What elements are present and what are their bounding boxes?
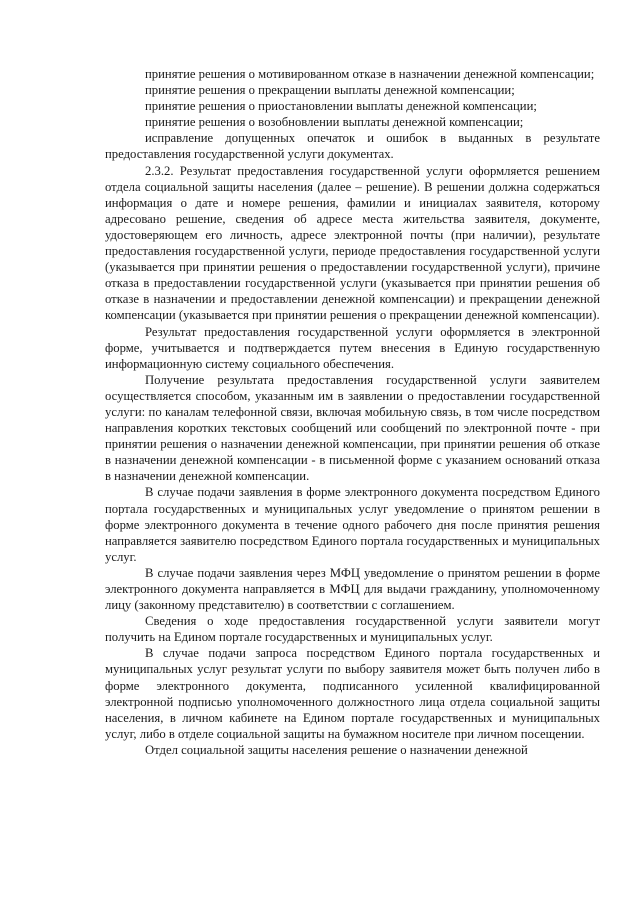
- paragraph-error-correction: исправление допущенных опечаток и ошибок в выданных в результате предоставления государственной услуги документах.: [105, 131, 600, 162]
- paragraph-termination-decision: принятие решения о прекращении выплаты денежной компенсации;: [145, 83, 515, 98]
- paragraph-progress-info: Сведения о ходе предоставления государственной услуги заявители могут получить на Едином портале государственных и муниципальных услуг.: [105, 614, 600, 645]
- paragraph-electronic-form: Результат предоставления государственной услуги оформляется в электронной форме, учитывается и подтверждается путем внесения в Единую государственную информационную систему социального обеспечения.: [105, 324, 600, 371]
- paragraph-section-2-3-2: 2.3.2. Результат предоставления государственной услуги оформляется решением отдела социальной защиты населения (далее – решение). В решении должна содержаться информация о дате и номере решения, фамилии и инициалах заявителя, которому адресовано решение, сведения об адресе места жительства заявителя, документе, удостоверяющем его личность, адресе электронной почты (при наличии), результате предоставления государственной услуги, периоде предоставления государственной услуги (указывается при принятии решения о предоставлении государственной услуги), причине отказа в предоставлении государственной услуги (указывается при принятии решения об отказе в назначении и предоставлении денежной компенсации) и прекращении денежной компенсации (указывается при принятии решения о прекращении денежной компенсации).: [105, 163, 600, 323]
- paragraph-denial-decision: принятие решения о мотивированном отказе в назначении денежной компенсации;: [145, 67, 595, 81]
- paragraph-portal-notification: В случае подачи заявления в форме электронного документа посредством Единого портала государственных и муниципальных услуг уведомление о принятом решении в форме электронного документа в течение одного рабочего дня после принятия решения направляется заявителю посредством Единого портала государственных и муниципальных услуг.: [105, 485, 600, 564]
- paragraph-mfc-notification: В случае подачи заявления через МФЦ уведомление о принятом решении в форме электронного документа направляется в МФЦ для выдачи гражданину, уполномоченному лицу (законному представителю) в соответствии с соглашением.: [105, 565, 600, 613]
- document-page: [105, 66, 600, 758]
- paragraph-department-decision: Отдел социальной защиты населения решение о назначении денежной: [145, 742, 528, 757]
- paragraph-resumption-decision: принятие решения о возобновлении выплаты денежной компенсации;: [145, 115, 524, 130]
- paragraph-suspension-decision: принятие решения о приостановлении выплаты денежной компенсации;: [145, 99, 537, 114]
- paragraph-portal-result: В случае подачи запроса посредством Единого портала государственных и муниципальных услуг результат услуги по выбору заявителя может быть получен либо в форме электронного документа, подписанного усиленной квалифицированной электронной подписью уполномоченного должностного лица отдела социальной защиты населения, в личном кабинете на Едином портале государственных и муниципальных услуг, либо в отделе социальной защиты на бумажном носителе при личном посещении.: [105, 646, 600, 741]
- paragraph-result-delivery: Получение результата предоставления государственной услуги заявителем осуществляется способом, указанным им в заявлении о предоставлении государственной услуги: по каналам телефонной связи, включая мобильную связь, в том числе посредством направления коротких текстовых сообщений или сообщений по электронной почте - при принятии решения о назначении денежной компенсации, при принятии решения об отказе в назначении денежной компенсации - в письменной форме с указанием оснований отказа в назначении денежной компенсации.: [105, 372, 600, 484]
